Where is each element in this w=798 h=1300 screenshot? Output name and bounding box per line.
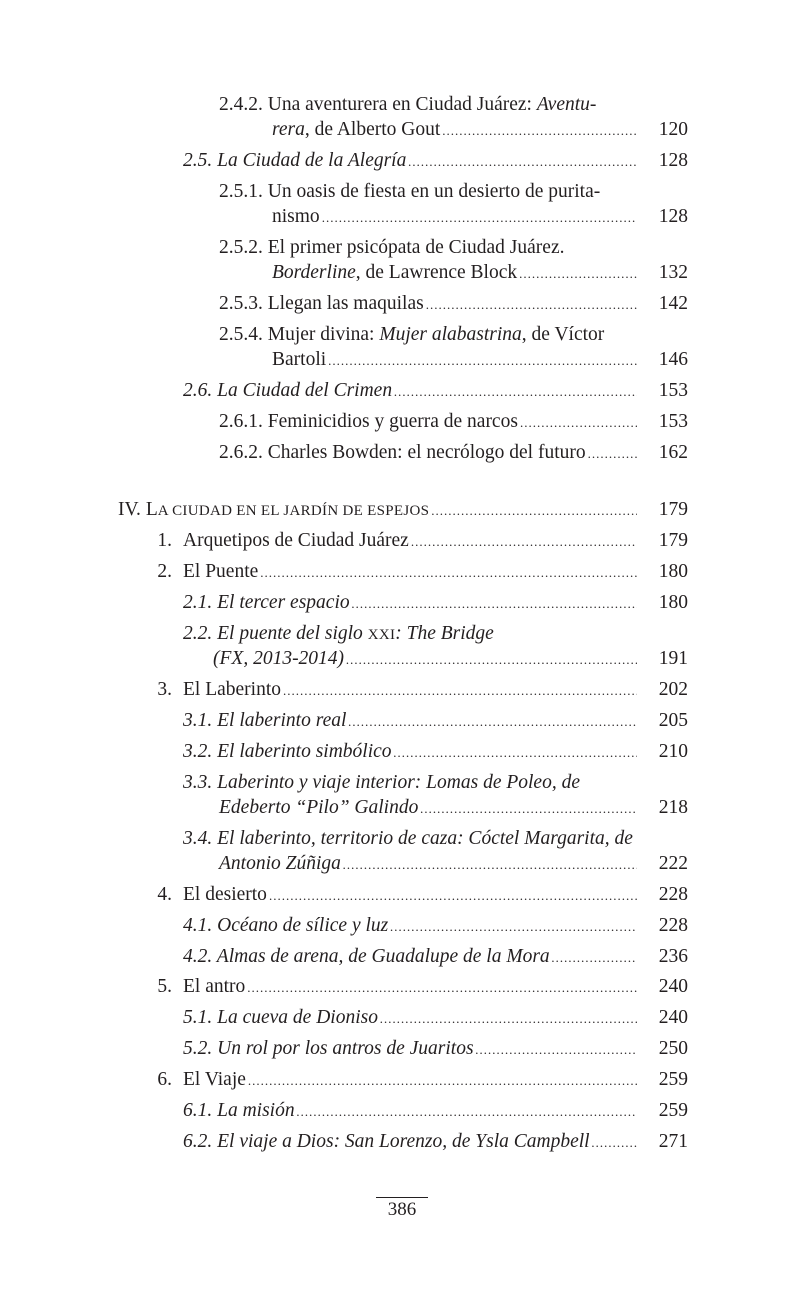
page-ref: 146	[658, 349, 688, 370]
toc-entry-3-3-line1	[183, 770, 580, 796]
page-ref: 236	[658, 946, 688, 967]
page-ref: 153	[658, 380, 688, 401]
entry-text: Llegan las maquilas	[267, 293, 424, 314]
leader-dots	[322, 205, 637, 231]
leader-dots	[348, 709, 637, 735]
entry-text: Una aventurera en Ciudad Juárez:	[267, 94, 537, 115]
entry-text-italic: Mujer alabastrina	[379, 324, 522, 345]
entry-number: 2.5.1.	[219, 181, 263, 202]
toc-entry-2-2-line2	[213, 646, 639, 672]
page-ref: 132	[658, 262, 688, 283]
entry-number: 2.6.	[183, 380, 213, 401]
entry-text-italic: Aventu-	[536, 94, 597, 115]
entry-text: Arquetipos de Ciudad Juárez	[183, 530, 409, 551]
leader-dots	[426, 292, 637, 318]
toc-entry-2-5-4-line1	[219, 322, 604, 348]
toc-entry-5-1	[183, 1005, 639, 1031]
leader-dots	[519, 261, 637, 287]
toc-entry-5-2	[183, 1036, 639, 1062]
page-ref: 162	[658, 442, 688, 463]
entry-text: El laberinto simbólico	[217, 741, 392, 762]
toc-entry-2-6-1	[219, 409, 639, 435]
page-ref: 228	[658, 915, 688, 936]
leader-dots	[343, 852, 637, 878]
leader-dots	[380, 1006, 637, 1032]
entry-number: 6.2.	[183, 1131, 213, 1152]
entry-number: 3.2.	[183, 741, 213, 762]
toc-entry-3	[183, 677, 639, 703]
page-ref: 202	[658, 679, 688, 700]
page-ref: 240	[658, 976, 688, 997]
entry-number: 5.2.	[183, 1038, 213, 1059]
leader-dots	[328, 348, 637, 374]
page-ref: 271	[658, 1131, 688, 1152]
toc-entry-2-6	[183, 378, 639, 404]
entry-text-smallcaps: A CIUDAD EN EL JARDÍN DE ESPEJOS	[157, 503, 430, 519]
toc-entry-4-1	[183, 913, 639, 939]
page-ref: 179	[658, 499, 688, 520]
page-ref: 228	[658, 884, 688, 905]
entry-text: La Ciudad del Crimen	[217, 380, 393, 401]
entry-text: La misión	[217, 1100, 295, 1121]
entry-text: L	[145, 499, 158, 520]
toc-entry-2-5-2-line1	[219, 235, 564, 261]
page-ref: 180	[658, 561, 688, 582]
entry-number: 4.	[157, 884, 172, 905]
entry-number: 4.1.	[183, 915, 213, 936]
entry-number: 2.6.1.	[219, 411, 263, 432]
entry-number: 5.1.	[183, 1007, 213, 1028]
entry-number: 3.1.	[183, 710, 213, 731]
leader-dots	[394, 740, 637, 766]
toc-entry-6-2	[183, 1129, 639, 1155]
entry-text: Feminicidios y guerra de narcos	[267, 411, 518, 432]
toc-entry-2-5-1-line2	[272, 204, 639, 230]
toc-entry-2-6-2	[219, 440, 639, 466]
toc-entry-6-1	[183, 1098, 639, 1124]
page-ref: 191	[658, 648, 688, 669]
toc-entry-3-1	[183, 708, 639, 734]
entry-text: Charles Bowden: el necrólogo del futuro	[267, 442, 586, 463]
page-number: 386	[387, 1199, 417, 1220]
entry-text: (FX, 2013-2014)	[213, 648, 345, 669]
leader-dots	[297, 1099, 637, 1125]
leader-dots	[390, 914, 637, 940]
entry-text: Laberinto y viaje interior: Lomas de Poleo, de	[217, 772, 580, 793]
page-ref: 259	[658, 1100, 688, 1121]
page-ref: 210	[658, 741, 688, 762]
entry-text: Almas de arena, de Guadalupe de la Mora	[216, 946, 550, 967]
toc-entry-4	[183, 882, 639, 908]
page-ref: 259	[658, 1069, 688, 1090]
toc-entry-3-2	[183, 739, 639, 765]
entry-text: Océano de sílice y luz	[217, 915, 389, 936]
leader-dots	[346, 647, 637, 673]
entry-number: 2.5.3.	[219, 293, 263, 314]
entry-text-italic: Borderline	[272, 262, 356, 283]
toc-entry-4-2	[183, 944, 639, 970]
leader-dots	[248, 1068, 637, 1094]
leader-dots	[476, 1037, 637, 1063]
leader-dots	[411, 529, 637, 555]
toc-entry-3-4-line2	[219, 851, 639, 877]
entry-text-smallcaps: XXI	[367, 627, 396, 643]
entry-text: , de Alberto Gout	[304, 119, 441, 140]
entry-text: El tercer espacio	[217, 592, 350, 613]
entry-text: , de Víctor	[521, 324, 605, 345]
entry-number: 2.5.4.	[219, 324, 263, 345]
entry-text: El viaje a Dios: San Lorenzo, de Ysla Campbell	[217, 1131, 590, 1152]
leader-dots	[269, 883, 637, 909]
toc-entry-2-5-2-line2	[272, 260, 639, 286]
entry-number: 2.5.2.	[219, 237, 263, 258]
page-ref: 128	[658, 206, 688, 227]
entry-text: Mujer divina:	[267, 324, 380, 345]
page-ref: 142	[658, 293, 688, 314]
page-ref: 218	[658, 797, 688, 818]
toc-entry-2-4-2-line1	[219, 92, 596, 118]
entry-text-italic: rera	[272, 119, 305, 140]
leader-dots	[592, 1130, 637, 1156]
entry-text: Edeberto “Pilo” Galindo	[219, 797, 419, 818]
leader-dots	[552, 945, 637, 971]
entry-number: IV.	[118, 499, 141, 520]
toc-entry-2-5-4-line2	[272, 347, 639, 373]
entry-text: Un rol por los antros de Juaritos	[217, 1038, 474, 1059]
entry-text: La cueva de Dioniso	[217, 1007, 378, 1028]
entry-number: 6.1.	[183, 1100, 213, 1121]
entry-number: 3.	[157, 679, 172, 700]
leader-dots	[408, 149, 637, 175]
leader-dots	[247, 975, 637, 1001]
toc-entry-2-1	[183, 590, 639, 616]
entry-text: El laberinto, territorio de caza: Cóctel Margarita, de	[217, 828, 633, 849]
toc-entry-3-4-line1	[183, 826, 633, 852]
toc-chapter-iv	[118, 497, 639, 523]
entry-text: El primer psicópata de Ciudad Juárez.	[267, 237, 565, 258]
page-ref: 128	[658, 150, 688, 171]
leader-dots	[394, 379, 637, 405]
entry-number: 6.	[157, 1069, 172, 1090]
entry-number: 5.	[157, 976, 172, 997]
leader-dots	[420, 796, 637, 822]
entry-text: La Ciudad de la Alegría	[217, 150, 407, 171]
page-ref: 120	[658, 119, 688, 140]
entry-number: 3.4.	[183, 828, 213, 849]
page-ref: 179	[658, 530, 688, 551]
entry-text: El Laberinto	[183, 679, 282, 700]
entry-number: 2.1.	[183, 592, 213, 613]
page-ref: 250	[658, 1038, 688, 1059]
toc-entry-2-5-1-line1	[219, 179, 600, 205]
toc-entry-5	[183, 974, 639, 1000]
entry-text: nismo	[272, 206, 320, 227]
toc-entry-2	[183, 559, 639, 585]
entry-number: 2.4.2.	[219, 94, 263, 115]
entry-text: Antonio Zúñiga	[219, 853, 341, 874]
toc-entry-3-3-line2	[219, 795, 639, 821]
entry-text: El desierto	[183, 884, 267, 905]
entry-text: El antro	[183, 976, 246, 997]
toc-entry-6	[183, 1067, 639, 1093]
entry-number: 3.3.	[183, 772, 213, 793]
entry-number: 4.2.	[183, 946, 213, 967]
entry-number: 2.6.2.	[219, 442, 263, 463]
toc-entry-2-5-3	[219, 291, 639, 317]
toc-entry-2-5	[183, 148, 639, 174]
page-ref: 240	[658, 1007, 688, 1028]
entry-number: 2.2.	[183, 623, 213, 644]
page-ref: 222	[658, 853, 688, 874]
entry-text: El Puente	[183, 561, 259, 582]
toc-entry-1	[183, 528, 639, 554]
leader-dots	[520, 410, 637, 436]
leader-dots	[352, 591, 637, 617]
page-ref: 180	[658, 592, 688, 613]
entry-text: : The Bridge	[395, 623, 494, 644]
toc-entry-2-4-2-line2	[272, 117, 639, 143]
leader-dots	[260, 560, 637, 586]
entry-text: El puente del siglo	[217, 623, 368, 644]
entry-text: , de Lawrence Block	[355, 262, 518, 283]
entry-text: Un oasis de fiesta en un desierto de purita-	[267, 181, 601, 202]
page-ref: 205	[658, 710, 688, 731]
leader-dots	[588, 441, 637, 467]
toc-entry-2-2-line1	[183, 621, 494, 648]
entry-text: Bartoli	[272, 349, 327, 370]
leader-dots	[442, 118, 637, 144]
page-ref: 153	[658, 411, 688, 432]
entry-number: 2.5.	[183, 150, 213, 171]
leader-dots	[431, 498, 637, 524]
entry-number: 1.	[157, 530, 172, 551]
entry-number: 2.	[157, 561, 172, 582]
entry-text: El Viaje	[183, 1069, 246, 1090]
entry-text: El laberinto real	[217, 710, 347, 731]
leader-dots	[283, 678, 637, 704]
